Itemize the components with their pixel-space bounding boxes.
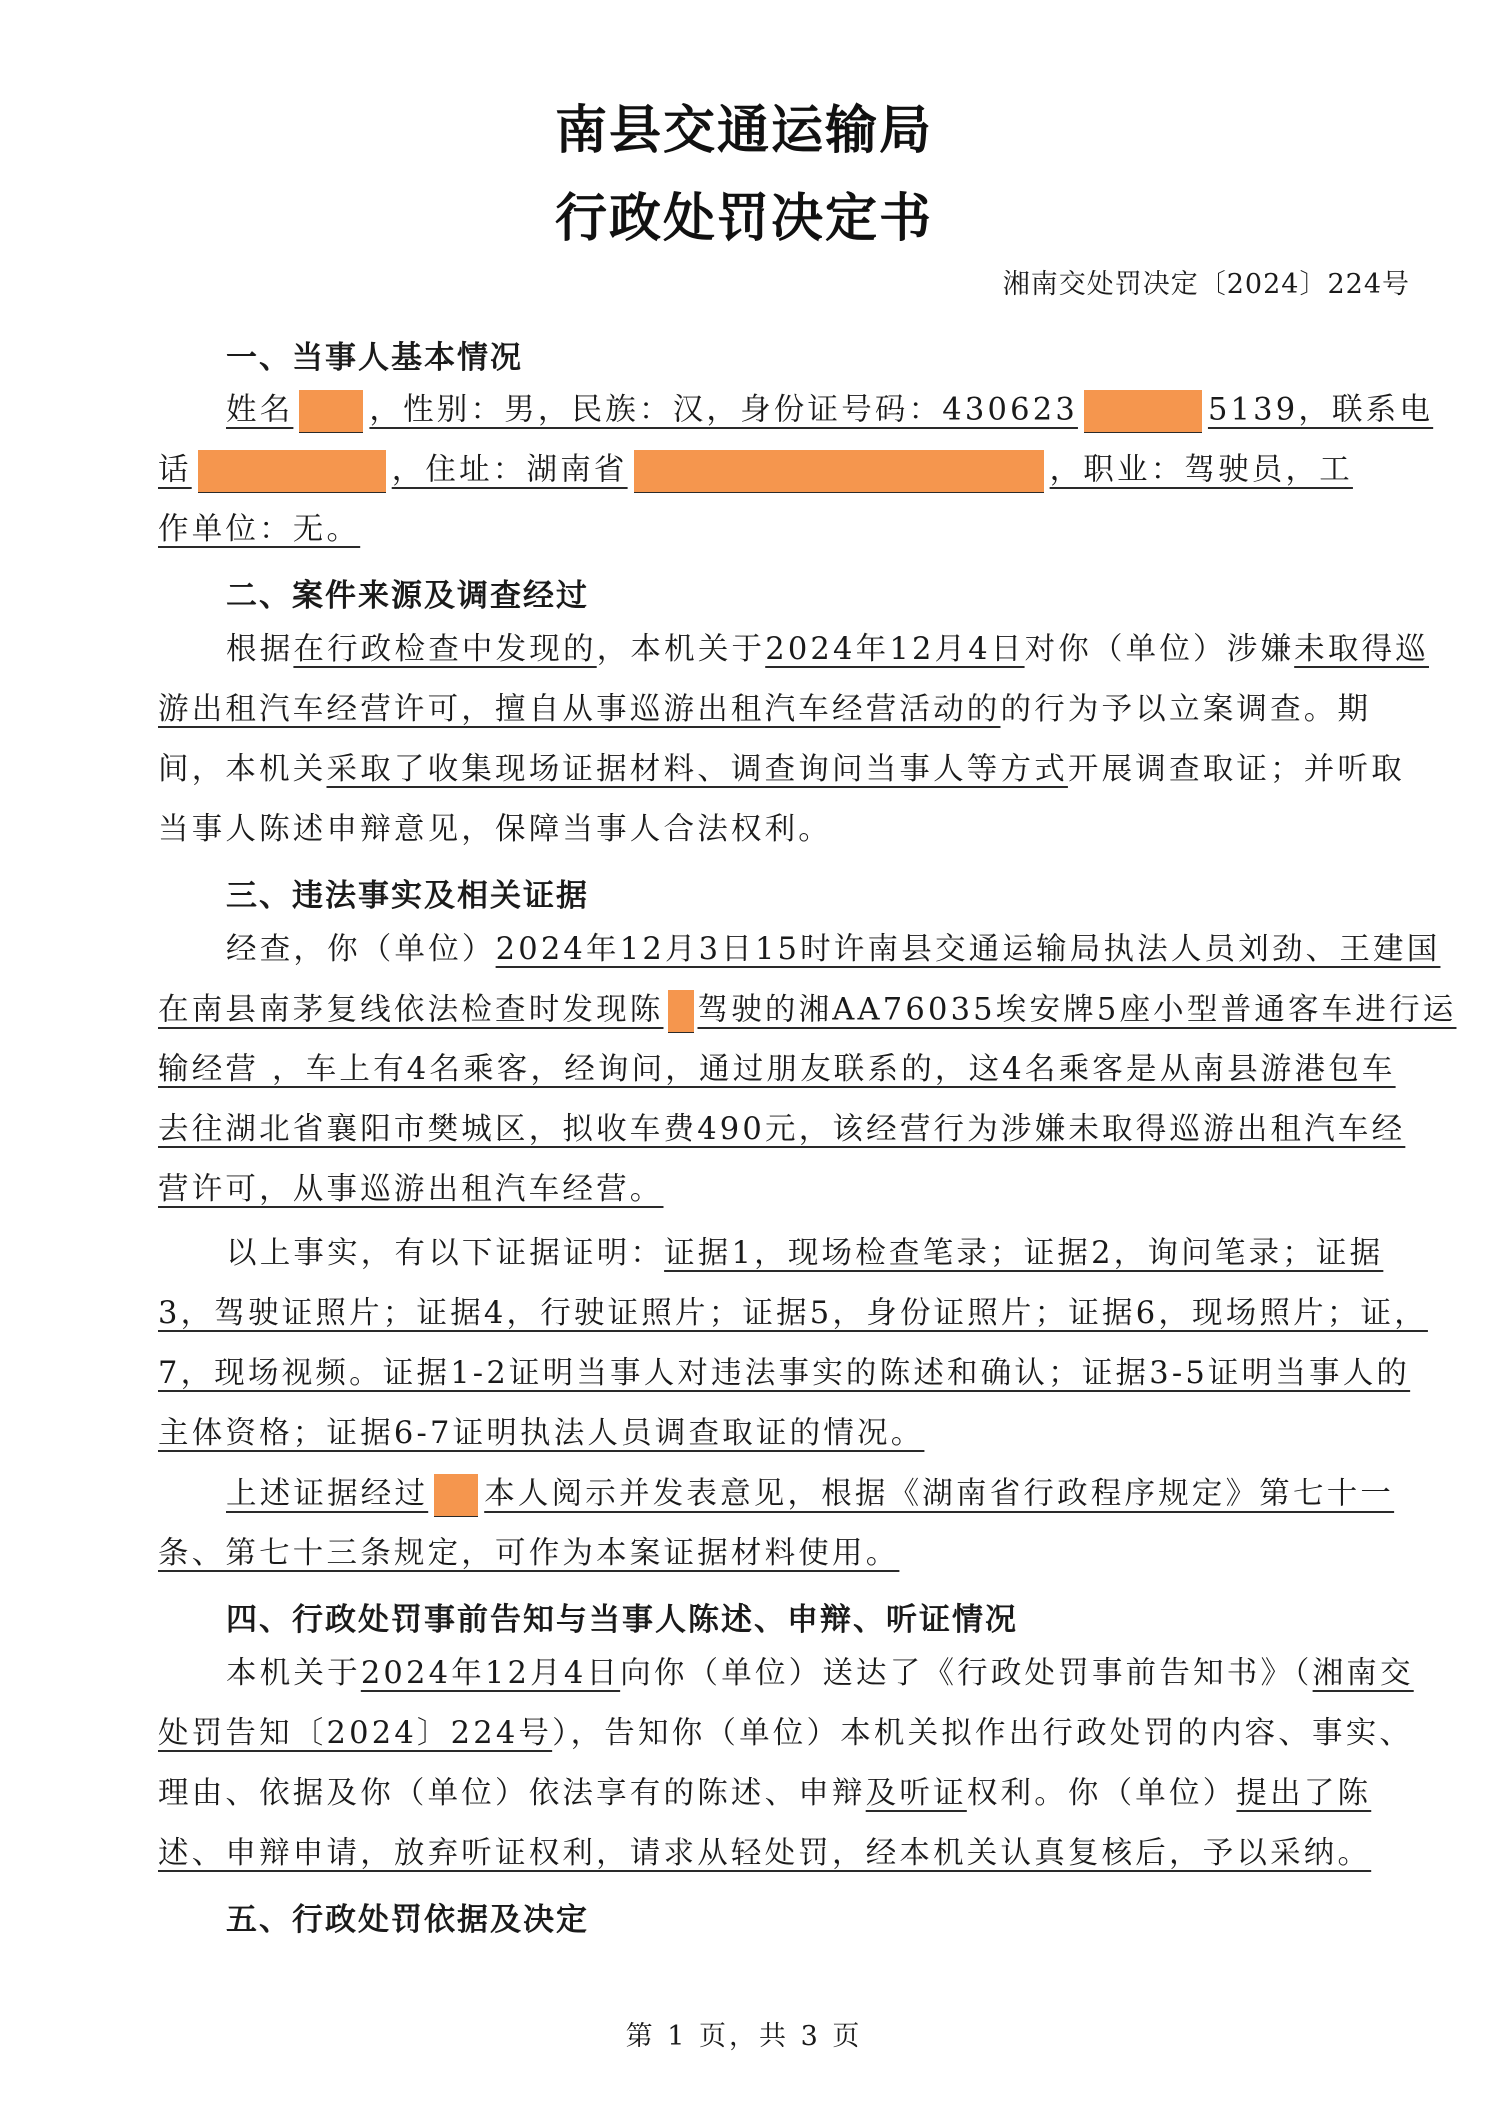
redaction-block (299, 390, 363, 433)
text: 3，驾驶证照片；证据4，行驶证照片；证据5，身份证照片；证据6，现场照片；证， (158, 1296, 1428, 1331)
text: 以上事实，有以下证据证明： (226, 1236, 665, 1271)
facts-line-3 (158, 1050, 1408, 1094)
text: 去往湖北省襄阳市樊城区，拟收车费490元，该经营行为涉嫌未取得巡游出租汽车经 (158, 1112, 1406, 1147)
text: 的行为予以立案调查。期 (1000, 692, 1372, 727)
party-text: ，职业：驾驶员，工 (1049, 452, 1353, 488)
text: 对你（单位）涉嫌 (1024, 632, 1295, 667)
page-footer: 第 1 页，共 3 页 (625, 2021, 863, 2052)
evidence-review-line-2 (158, 1534, 1408, 1578)
text: 输经营 ，车上有4名乘客，经询问，通过朋友联系的，这4名乘客是从南县游港包车 (158, 1052, 1396, 1087)
section-4-heading: 四、行政处罚事前告知与当事人陈述、申辩、听证情况 (226, 1602, 1018, 1638)
notice-line-2 (158, 1714, 1414, 1758)
facts-line-5 (158, 1170, 1408, 1214)
party-text: 话 (158, 452, 192, 488)
redaction-block (434, 1474, 478, 1517)
notice-line-3 (158, 1774, 1408, 1818)
party-text: 5139，联系电 (1207, 392, 1434, 428)
text: 经查，你（单位） (226, 932, 496, 967)
redaction-block (198, 450, 386, 493)
party-info-line-1 (226, 390, 1434, 434)
case-source-line-4 (158, 810, 1408, 854)
text: 提出了陈 (1236, 1776, 1372, 1811)
text: 营许可，从事巡游出租汽车经营。 (158, 1172, 664, 1207)
section-1-heading: 一、当事人基本情况 (226, 340, 523, 376)
text: 向你（单位）送达了《行政处罚事前告知书》（ (620, 1656, 1313, 1691)
text: 在行政检查中发现的 (293, 632, 597, 667)
text: 当事人陈述申辩意见，保障当事人合法权利。 (158, 812, 832, 847)
evidence-line-4 (158, 1414, 1408, 1458)
party-info-line-2 (158, 450, 1408, 494)
text: 未取得巡 (1294, 632, 1429, 667)
notice-line-1 (226, 1654, 1414, 1698)
evidence-review-line-1 (226, 1474, 1406, 1518)
text: 本机关于 (226, 1656, 361, 1691)
text: 2024年12月3日15时许南县交通运输局执法人员刘劲、王建国 (495, 932, 1441, 967)
text: 湘南交 (1312, 1656, 1414, 1691)
text: 本人阅示并发表意见，根据《湖南省行政程序规定》第七十一 (484, 1476, 1395, 1512)
text: 理由、依据及你（单位）依法享有的陈述、申辩 (158, 1776, 866, 1811)
facts-line-2 (158, 990, 1457, 1034)
document-title-agency: 南县交通运输局 (554, 101, 933, 161)
text: 条、第七十三条规定，可作为本案证据材料使用。 (158, 1536, 900, 1571)
text: 在南县南茅复线依法检查时发现陈 (158, 992, 664, 1028)
text: 述、申辩申请，放弃听证权利，请求从轻处罚，经本机关认真复核后，予以采纳。 (158, 1836, 1372, 1871)
document-number: 湘南交处罚决定〔2024〕224号 (1002, 269, 1410, 300)
redaction-block (668, 990, 694, 1033)
evidence-line-2 (158, 1294, 1428, 1338)
text: 主体资格；证据6-7证明执法人员调查取证的情况。 (158, 1416, 925, 1451)
date: 2024年12月4日 (360, 1656, 621, 1691)
party-text: ，性别：男，民族：汉，身份证号码：430623 (369, 392, 1078, 428)
text: 处罚告知〔2024〕224号 (158, 1716, 553, 1751)
date: 2024年12月4日 (765, 632, 1025, 667)
notice-line-4 (158, 1834, 1408, 1878)
party-info-line-3 (158, 510, 1408, 554)
facts-line-1 (226, 930, 1441, 974)
section-3-heading: 三、违法事实及相关证据 (226, 878, 589, 914)
redaction-block (1084, 390, 1202, 433)
text: 及听证 (865, 1776, 967, 1811)
document-title-type: 行政处罚决定书 (554, 189, 933, 249)
text: 证据1，现场检查笔录；证据2，询问笔录；证据 (664, 1236, 1384, 1271)
text: 采取了收集现场证据材料、调查询问当事人等方式 (326, 752, 1068, 787)
text: 游出租汽车经营许可，擅自从事巡游出租汽车经营活动的 (158, 692, 1001, 727)
party-text: 作单位：无。 (158, 512, 361, 547)
text: 间，本机关 (158, 752, 327, 787)
section-5-heading: 五、行政处罚依据及决定 (226, 1902, 589, 1938)
text: ），告知你（单位）本机关拟作出行政处罚的内容、事实、 (552, 1716, 1414, 1751)
evidence-line-3 (158, 1354, 1411, 1398)
case-source-line-3 (158, 750, 1408, 794)
text: 驾驶的湘AA76035埃安牌5座小型普通客车进行运 (697, 992, 1457, 1028)
text: ，本机关于 (596, 632, 766, 667)
party-text: ，住址：湖南省 (391, 452, 628, 488)
text: 7，现场视频。证据1-2证明当事人对违法事实的陈述和确认；证据3-5证明当事人的 (158, 1356, 1411, 1391)
text: 权利。你（单位） (966, 1776, 1237, 1811)
text: 根据 (226, 632, 294, 667)
text: 上述证据经过 (226, 1476, 429, 1512)
redaction-block (634, 450, 1044, 493)
case-source-line-1 (226, 630, 1429, 674)
section-2-heading: 二、案件来源及调查经过 (226, 578, 589, 614)
case-source-line-2 (158, 690, 1408, 734)
evidence-line-1 (226, 1234, 1406, 1278)
text: 开展调查取证；并听取 (1067, 752, 1405, 787)
facts-line-4 (158, 1110, 1408, 1154)
party-text: 姓名 (226, 392, 294, 428)
